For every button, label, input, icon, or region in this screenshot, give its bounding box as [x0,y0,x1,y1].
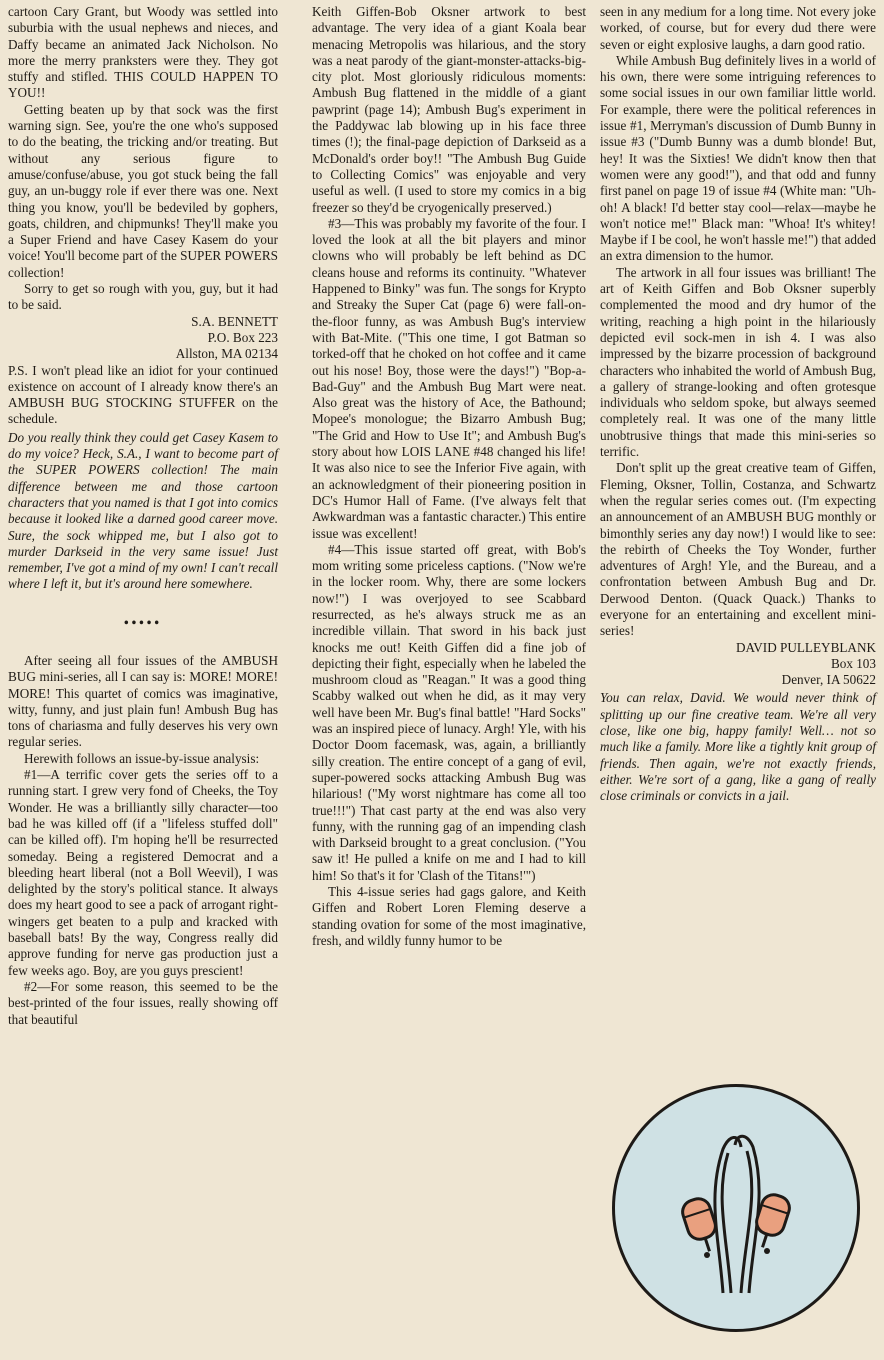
editor-reply: You can relax, David. We would never think of splitting up our fine creative team. We're all very close, like one big, happy family! Well… not so much like a family. More like a tightly knit group of friends. Then again, we're not exactly friends, either. We're sort of a gang, like a gang of really close criminals or convicts in a jail. [600,690,876,804]
column-1 [8,4,278,1028]
signature-address: Box 103 [830,655,876,671]
letter-paragraph: While Ambush Bug definitely lives in a world of his own, there were some intriguing references to some social issues in our own familiar little world. For example, there were the political references in issue #1, Merryman's discussion of Dumb Bunny in issue #3 ("Dumb Bunny was a dumb blonde! But, hey! It was the Sixties! We didn't know then that women were any good!"), and that odd and funny first panel on page 19 of issue #4 (White man: "Uh-oh! A black! I'd better stay cool—relax—maybe he won't notice me!" Black man: "Whoa! It's whitey! Maybe if I be cool, he won't hassle me!") that added an extra dimension to the humor. [600,52,876,264]
editor-reply: Do you really think they could get Casey Kasem to do my voice? Heck, S.A., I want to become part of the SUPER POWERS collection! The main difference between me and those cartoon characters that you named is that I got into comics because it looked like a darned good career move. Sure, the sock whipped me, but I also got to murder Darkseid in the very same issue! Just remember, I've got a mind of my own! I can't recall where I left it, but it's around here somewhere. [8,429,278,592]
column-2 [312,4,586,949]
antennae-icon [615,1087,857,1329]
signature-address: Denver, IA 50622 [781,672,876,688]
letter-paragraph: #1—A terrific cover gets the series off to a running start. I grew very fond of Cheeks, the Toy Wonder. He was a brilliantly silly character—too bad he was killed off (if a "lifeless stuffed doll" can be killed off). I'm hoping he'll be resurrected someday. Being a registered Democrat and a bleeding heart liberal (not a Boll Weevil), I was delighted by the story's political stance. It always does my heart good to see a pack of arrogant right-wingers get beaten to a pulp and kracked with baseball bats! By the way, Congress really did approve funding for nerve gas production just a few weeks ago. Boy, are you guys prescient! [8,767,278,978]
letter-paragraph: After seeing all four issues of the AMBUSH BUG mini-series, all I can say is: MORE! MORE! MORE! This quartet of comics was imaginative, witty, funny, and just plain fun! Ambush Bug has tons of chariasma and fully deserves his very own regular series. [8,652,278,750]
letter-paragraph: Keith Giffen-Bob Oksner artwork to best advantage. The very idea of a giant Koala bear menacing Metropolis was hilarious, and the story was a neat parody of the giant-monster-attacks-big-city plot. Most gloriously ridiculous moments: Ambush Bug flattened in the middle of a giant pawprint (page 14); Ambush Bug's experiment in the Paddywac lab blowing up in his face three times (!); the final-page depiction of Darkseid as a McDonald's order boy!! "The Ambush Bug Guide to Collecting Comics" was enjoyable and very useful as well. (I used to store my comics in a big freezer so they'd be cryogenically preserved.) [312,4,586,215]
letter-paragraph: Sorry to get so rough with you, guy, but it had to be said. [8,281,278,313]
signature-name: DAVID PULLEYBLANK [735,639,876,655]
letter-signature [8,314,278,363]
letter-paragraph: This 4-issue series had gags galore, and Keith Giffen and Robert Loren Fleming deserve a standing ovation for some of the most imaginative, fresh, and wildly funny humor to be [312,884,586,948]
signature-address: P.O. Box 223 [207,329,278,345]
letter-paragraph: seen in any medium for a long time. Not every joke worked, of course, but for every dud there were seven or eight explosive laughs, a darn good ratio. [600,4,876,52]
signature-address: Allston, MA 02134 [175,346,278,362]
letter-signature [600,640,876,689]
column-3 [600,4,876,805]
letter-paragraph: The artwork in all four issues was brilliant! The art of Keith Giffen and Bob Oksner superbly complemented the mood and dry humor of the writing, reaching a high point in the hilariously depicted evil sock-men in ish 4. I was also impressed by the bizarre procession of background characters who inhabited the world of Ambush Bug, a gallery of strange-looking and often grotesque individuals who seldom spoke, but always seemed completely real. It was one of the many little unobtrusive things that made this mini-series so terrific. [600,264,876,460]
antennae-illustration [612,1084,860,1332]
letter-paragraph: Herewith follows an issue-by-issue analysis: [24,750,260,766]
letter-paragraph: Don't split up the great creative team of Giffen, Fleming, Oksner, Tollin, Costanza, and Schwartz when the regular series comes out. (I'm expecting an announcement of an AMBUSH BUG monthly or bimonthly series any day now!) I would like to see: the rebirth of Cheeks the Toy Wonder, further adventures of Argh! Yle, and the Bureau, and a confrontation between Ambush Bug and Dr. Derwood Denton. (Quack Quack.) Thanks to everyone for an entertaining and excellent mini-series! [600,460,876,639]
signature-name: S.A. BENNETT [191,313,278,329]
letter-paragraph: #4—This issue started off great, with Bob's mom writing some priceless captions. ("Now we're in the locker room. Why, there are some lockers now!") I was overjoyed to see Scabbard resurrected, as he's always struck me as an incredible villain. That sword in his back just knocks me out! Keith Giffen did a fine job of depicting their fight, especially when he labeled the mushroom cloud as "Reagan." It was a good thing Scabby walked out when he did, as it may very well have been Mr. Bug's final battle! "Hard Socks" was an inspired piece of lunacy. Argh! Yle, with his Doctor Doom facemask, was, again, a brilliantly silly creation. The entire concept of a gang of evil, super-powered socks attacking Ambush Bug was hilarious! ("My worst nightmare has come all too true!!!") That cast party at the end was also very funny, with the running gag of an impending clash with Darkseid brought to a great conclusion. ("You saw it! He pulled a knife on me and I had to kill him! So that's it for 'Clash of the Titans!'") [312,541,586,883]
letter-paragraph: #2—For some reason, this seemed to be the best-printed of the four issues, really showing off that beautiful [8,978,278,1027]
letter-paragraph: #3—This was probably my favorite of the four. I loved the look at all the bit players and minor clowns who will probably be left behind as DC cleans house and reforms its continuity. "Whatever Happened to Binky" was fun. The songs for Krypto and Streaky the Super Cat (page 6) were fall-on-the-floor funny, as was Ambush Bug's interview with Bat-Mite. ("This one time, I got Batman so torked-off that he choked on hot coffee and it came out his nose! Boy, those were the days!") "Bop-a-Bad-Guy" and the Ambush Bug Mart were neat. Also great was the history of Ace, the Bathound; Mopee's monologue; the Bizarro Ambush Bug; "The Grid and How to Use It"; and Ambush Bug's story about how LOIS LANE #48 changed his life! It was also nice to see the Inferior Five again, with an acknowledgment of their pioneering position in DC's Humor Hall of Fame. (I've always felt that Awkwardman was a fantastic character.) This entire issue was excellent! [312,215,586,541]
letter-paragraph: Getting beaten up by that sock was the first warning sign. See, you're the one who's supposed to do the beating, the tricking and/or treating. But without any serious figure to amuse/confuse/abuse, you got stuck being the fall guy, an un-buggy role if ever there was one. Next thing you know, you'll be bedeviled by gophers, goats, children, and chipmunks! They'll make you a Super Friend and have Casey Kasem do your voice! You'll become part of the SUPER POWERS collection! [8,101,278,280]
separator: ••••• [123,614,163,630]
postscript: P.S. I won't plead like an idiot for your continued existence on account of I already know there's an AMBUSH BUG STOCKING STUFFER on the schedule. [8,362,278,427]
letter-paragraph: cartoon Cary Grant, but Woody was settled into suburbia with the usual nephews and nieces, and Daffy became an animated Jack Nicholson. No more the merry pranksters were they. They got stuffy and stifled. THIS COULD HAPPEN TO YOU!! [8,4,278,101]
